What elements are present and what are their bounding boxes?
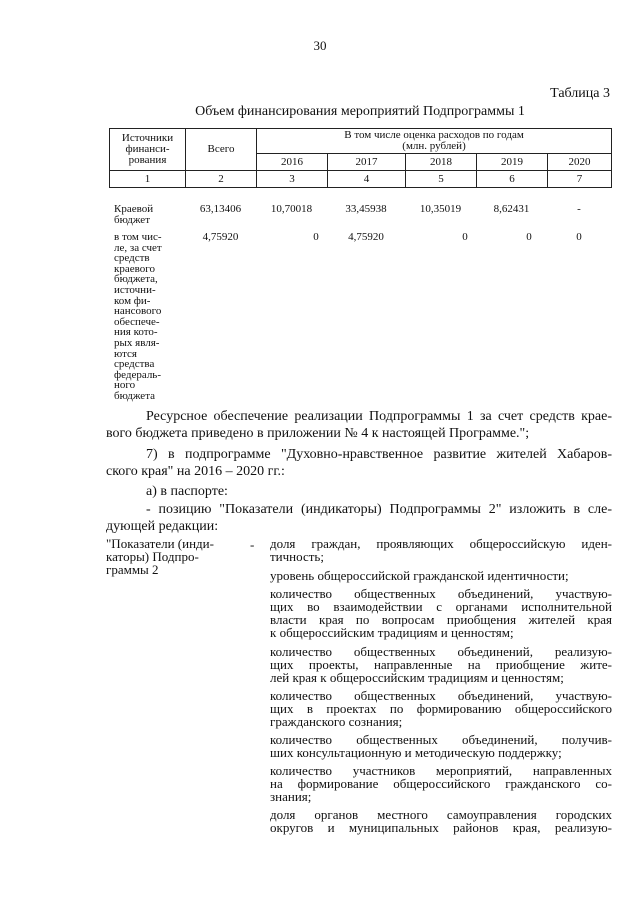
header-year: 2018 — [406, 154, 477, 171]
passport-label-line: граммы 2 — [106, 562, 159, 577]
indicator-item — [270, 569, 612, 582]
indicator-line: уровень общероссийской гражданской идентичности; — [270, 568, 569, 583]
row-value: 0 — [462, 231, 468, 243]
row-source-line: средства — [114, 358, 155, 371]
passport-dash: - — [250, 537, 255, 552]
paragraph-line: а) в паспорте: — [146, 484, 228, 499]
row-value: 0 — [526, 231, 532, 243]
indicator-line: количество участников мероприятий, направленных — [270, 763, 612, 778]
column-number: 3 — [257, 171, 328, 188]
indicator-line: количество общественных объединений, участвую- — [270, 688, 612, 703]
indicator-item — [270, 689, 612, 728]
row-source-line: в том чис- — [114, 231, 162, 243]
indicator-line: количество общественных объединений, получив- — [270, 732, 612, 747]
paragraph-indicators-position — [106, 501, 612, 535]
indicator-item — [270, 808, 612, 834]
paragraph-line: ского края" на 2016 – 2020 гг.: — [106, 464, 285, 479]
row-value: 0 — [576, 231, 582, 243]
header-source-line: финанси- — [125, 143, 170, 155]
paragraph-subprogram-2 — [106, 446, 612, 480]
paragraph-line: вого бюджета приведено в приложении № 4 к настоящей Программе."; — [106, 426, 530, 441]
header-years-group — [257, 129, 612, 154]
paragraph-line: 7) в подпрограмме "Духовно-нравственное развитие жителей Хабаров- — [146, 447, 612, 462]
page-number: 30 — [313, 38, 327, 53]
table-label: Таблица 3 — [550, 86, 610, 101]
header-year: 2016 — [257, 154, 328, 171]
indicator-line: на формирование общероссийского гражданского со- — [270, 776, 612, 791]
row-value: 8,62431 — [493, 203, 530, 215]
row-value: 33,45938 — [345, 203, 387, 215]
row-total: 4,75920 — [202, 231, 239, 243]
passport-label-line: "Показатели (инди- — [106, 536, 214, 551]
column-number: 1 — [110, 171, 186, 188]
row-source-line: ком фи- — [114, 294, 151, 307]
indicator-item — [270, 645, 612, 684]
row-source-line: нансового — [114, 305, 162, 318]
indicator-line: знания; — [270, 789, 312, 804]
table-title: Объем финансирования мероприятий Подпрограммы 1 — [195, 104, 525, 119]
row-source — [114, 204, 186, 225]
row-source-line: ле, за счет — [114, 241, 162, 254]
indicator-line: лей края к общероссийским традициям и ценностям; — [270, 670, 564, 685]
row-total: 63,13406 — [199, 203, 242, 215]
financing-table-header — [109, 128, 612, 188]
header-years-group-line: В том числе оценка расходов по годам — [344, 129, 524, 141]
row-source-line: Краевой — [114, 203, 154, 215]
header-years-group-line: (млн. рублей) — [402, 140, 466, 152]
paragraph-passport — [146, 483, 612, 500]
row-value: 0 — [313, 231, 319, 243]
row-source-line: источни- — [114, 283, 156, 296]
indicator-line: количество общественных объединений, реализую- — [270, 644, 612, 659]
indicator-item — [270, 537, 612, 563]
row-source-line: ются — [114, 347, 137, 360]
row-source-line: краевого — [114, 262, 155, 275]
paragraph-line: - позицию "Показатели (индикаторы) Подпрограммы 2" изложить в сле- — [146, 502, 612, 517]
row-source-line: ного — [114, 379, 136, 392]
indicator-line: власти края по вопросам приобщения жителей края — [270, 612, 612, 627]
row-value: 10,35019 — [419, 203, 462, 215]
header-total: Всего — [186, 129, 257, 171]
row-source — [114, 232, 186, 402]
header-source — [110, 129, 186, 171]
row-source-line: бюджет — [114, 213, 150, 226]
indicator-item — [270, 764, 612, 803]
paragraph-line: дующей редакции: — [106, 519, 219, 534]
paragraph-line: Ресурсное обеспечение реализации Подпрограммы 1 за счет средств крае- — [146, 409, 612, 424]
indicator-line: щих во взаимодействии с органами исполнительной — [270, 599, 612, 614]
indicator-line: к общероссийским традициям и ценностям; — [270, 625, 514, 640]
column-number: 7 — [548, 171, 612, 188]
header-year: 2020 — [548, 154, 612, 171]
row-value: 4,75920 — [348, 231, 384, 243]
indicator-line: доля граждан, проявляющих общероссийскую иден- — [270, 536, 612, 551]
indicator-line: округов и муниципальных районов края, реализую- — [270, 820, 612, 835]
header-year: 2019 — [477, 154, 548, 171]
column-number: 4 — [328, 171, 406, 188]
indicator-line: ших консультационную и методическую поддержку; — [270, 745, 562, 760]
passport-label — [106, 537, 266, 576]
column-number: 5 — [406, 171, 477, 188]
header-source-line: рования — [128, 154, 167, 166]
indicator-line: количество общественных объединений, участвую- — [270, 586, 612, 601]
row-source-line: средств — [114, 252, 150, 265]
row-source-line: рых явля- — [114, 336, 160, 349]
indicator-item — [270, 733, 612, 759]
row-source-line: бюджета, — [114, 273, 158, 286]
indicator-line: гражданского сознания; — [270, 714, 403, 729]
row-value: 10,70018 — [270, 203, 313, 215]
row-source-line: федераль- — [114, 368, 161, 381]
indicator-line: щих проекты, направленные на приобщение жите- — [270, 657, 612, 672]
header-source-line: Источники — [121, 132, 174, 144]
row-value: - — [577, 203, 581, 215]
indicator-line: доля органов местного самоуправления городских — [270, 807, 612, 822]
column-number: 2 — [186, 171, 257, 188]
row-source-line: ния кото- — [114, 326, 158, 339]
paragraph-resources — [106, 408, 612, 442]
column-number: 6 — [477, 171, 548, 188]
row-source-line: бюджета — [114, 389, 156, 402]
indicator-line: щих в проектах по формированию общероссийского — [270, 701, 612, 716]
header-year: 2017 — [328, 154, 406, 171]
row-source-line: обеспече- — [114, 315, 160, 328]
passport-label-line: каторы) Подпро- — [106, 549, 199, 564]
indicator-line: тичность; — [270, 549, 324, 564]
indicator-item — [270, 587, 612, 639]
